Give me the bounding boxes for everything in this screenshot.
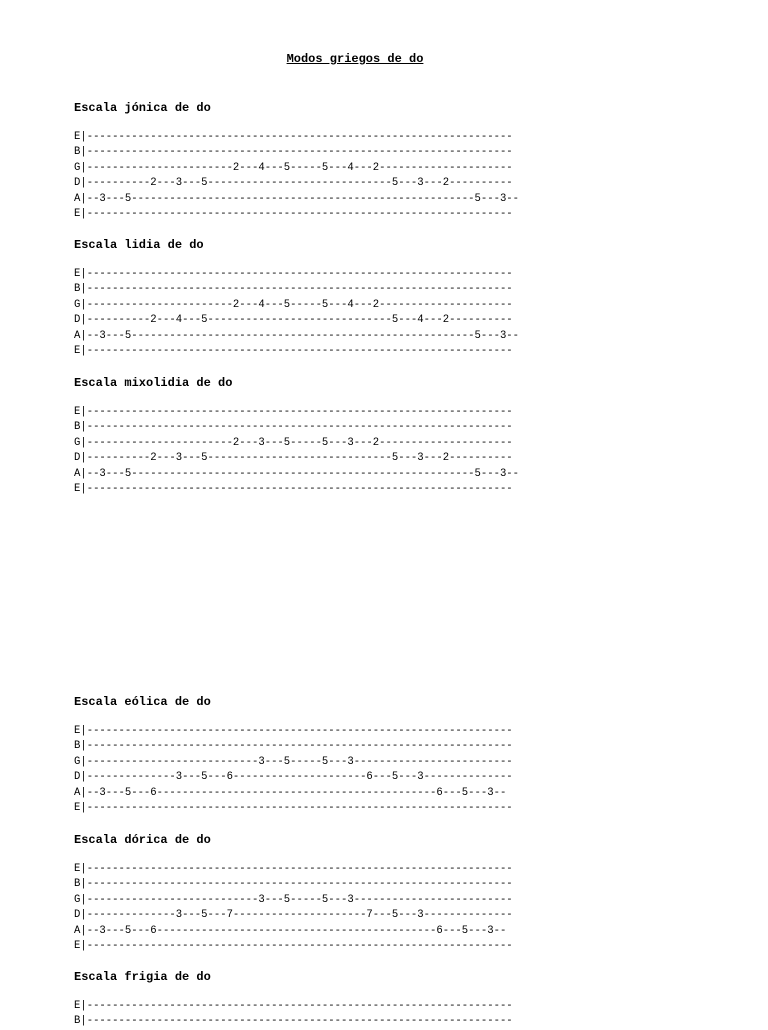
section-title: Escala mixolidia de do (74, 376, 233, 390)
section-title: Escala dórica de do (74, 833, 211, 847)
tab-string-line: E|------------------------------------------------------------------- (74, 406, 513, 418)
tab-string-line: D|----------2---3---5-----------------------------5---3---2---------- (74, 177, 513, 190)
tab-string-line: B|------------------------------------------------------------------- (74, 421, 513, 434)
tab-string-line: G|---------------------------3---5-----5---3------------------------- (74, 893, 513, 906)
tab-string-line: D|----------2---3---5-----------------------------5---3---2---------- (74, 452, 513, 465)
tablature (74, 999, 513, 1030)
tab-string-line: B|------------------------------------------------------------------- (74, 1015, 513, 1028)
tab-string-line: A|--3---5------------------------------------------------------5---3-- (74, 192, 520, 205)
tab-string-line: G|-----------------------2---4---5-----5---4---2--------------------- (74, 298, 513, 311)
tablature (74, 724, 513, 816)
tab-string-line: E|------------------------------------------------------------------- (74, 131, 513, 143)
scale-section-jonica (74, 100, 519, 222)
tab-string-line: A|--3---5------------------------------------------------------5---3-- (74, 467, 520, 480)
section-title: Escala frigia de do (74, 970, 211, 984)
document-title: Modos griegos de do (286, 52, 424, 66)
tab-string-line: G|-----------------------2---4---5-----5---4---2--------------------- (74, 161, 513, 174)
tab-string-line: A|--3---5------------------------------------------------------5---3-- (74, 329, 520, 342)
tab-string-line: E|------------------------------------------------------------------- (74, 801, 513, 814)
scale-section-eolica (74, 694, 513, 816)
tab-string-line: D|--------------3---5---6---------------------6---5---3-------------- (74, 771, 513, 784)
tab-string-line: E|------------------------------------------------------------------- (74, 863, 513, 875)
tab-string-line: D|----------2---4---5-----------------------------5---4---2---------- (74, 314, 513, 327)
scale-section-dorica (74, 832, 513, 954)
tab-string-line: E|------------------------------------------------------------------- (74, 344, 513, 357)
tab-string-line: B|------------------------------------------------------------------- (74, 283, 513, 296)
tab-string-line: G|---------------------------3---5-----5---3------------------------- (74, 755, 513, 768)
tab-string-line: B|------------------------------------------------------------------- (74, 878, 513, 891)
tablature (74, 267, 519, 359)
tablature (74, 405, 519, 497)
scale-section-frigia (74, 969, 513, 1030)
tab-string-line: E|------------------------------------------------------------------- (74, 207, 513, 220)
tab-string-line: D|--------------3---5---7---------------------7---5---3-------------- (74, 909, 513, 922)
tab-string-line: B|------------------------------------------------------------------- (74, 146, 513, 159)
tab-string-line: E|------------------------------------------------------------------- (74, 725, 513, 737)
tab-string-line: E|------------------------------------------------------------------- (74, 939, 513, 952)
section-title: Escala jónica de do (74, 101, 211, 115)
tab-string-line: E|------------------------------------------------------------------- (74, 1000, 513, 1012)
tab-string-line: A|--3---5---6--------------------------------------------6---5---3-- (74, 924, 507, 937)
section-title: Escala eólica de do (74, 695, 211, 709)
tab-string-line: A|--3---5---6--------------------------------------------6---5---3-- (74, 786, 507, 799)
tab-string-line: B|------------------------------------------------------------------- (74, 740, 513, 753)
tablature (74, 862, 513, 954)
scale-section-mixolidia (74, 375, 519, 497)
tab-string-line: E|------------------------------------------------------------------- (74, 268, 513, 280)
tab-string-line: G|-----------------------2---3---5-----5---3---2--------------------- (74, 436, 513, 449)
tab-string-line: E|------------------------------------------------------------------- (74, 482, 513, 495)
section-title: Escala lidia de do (74, 238, 204, 252)
tablature (74, 130, 519, 222)
scale-section-lidia (74, 237, 519, 359)
